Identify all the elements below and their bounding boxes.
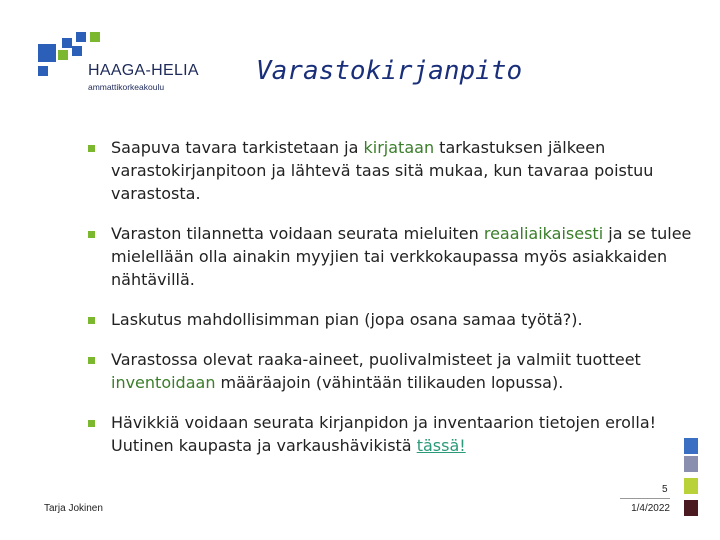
logo-square (72, 46, 82, 56)
bullet-list (86, 136, 696, 474)
bullet-item: Varaston tilannetta voidaan seurata mieluiten reaaliaikaisesti ja se tulee mielellään olla ainakin myyjien tai verkkokaupassa myös asiakkaiden nähtävillä. (86, 222, 696, 291)
logo-square (38, 44, 56, 62)
bullet-marker (88, 145, 95, 152)
divider (620, 498, 670, 499)
footer-date: 1/4/2022 (631, 503, 670, 514)
logo-square (90, 32, 100, 42)
haaga-helia-logo (38, 32, 208, 102)
color-stripe-segment (684, 456, 698, 472)
bullet-marker (88, 317, 95, 324)
color-stripe-segment (684, 500, 698, 516)
color-stripe-segment (684, 478, 698, 494)
page-number: 5 (662, 484, 668, 495)
logo-square (62, 38, 72, 48)
bullet-marker (88, 231, 95, 238)
bullet-marker (88, 357, 95, 364)
logo-square (76, 32, 86, 42)
bullet-item: Saapuva tavara tarkistetaan ja kirjataan tarkastuksen jälkeen varastokirjanpitoon ja lähtevä taas sitä mukaa, kun tavaraa poistuu varastosta. (86, 136, 696, 205)
footer-author: Tarja Jokinen (44, 503, 103, 514)
slide-title: Varastokirjanpito (256, 56, 523, 86)
news-link[interactable]: tässä! (416, 436, 466, 455)
logo-square (58, 50, 68, 60)
keyword: inventoidaan (111, 373, 216, 392)
logo-name: HAAGA-HELIA (88, 62, 199, 79)
bullet-marker (88, 420, 95, 427)
logo-subtitle: ammattikorkeakoulu (88, 82, 165, 92)
bullet-item: Varastossa olevat raaka-aineet, puolivalmisteet ja valmiit tuotteet inventoidaan määräajoin (vähintään tilikauden lopussa). (86, 348, 696, 394)
keyword: reaaliaikaisesti (483, 224, 604, 243)
bullet-item: Laskutus mahdollisimman pian (jopa osana samaa työtä?). (86, 308, 696, 331)
color-stripe-segment (684, 438, 698, 454)
bullet-item: Hävikkiä voidaan seurata kirjanpidon ja inventaarion tietojen erolla! Uutinen kaupasta ja varkaushävikistä tässä! (86, 411, 696, 457)
keyword: kirjataan (363, 138, 435, 157)
logo-square (38, 66, 48, 76)
